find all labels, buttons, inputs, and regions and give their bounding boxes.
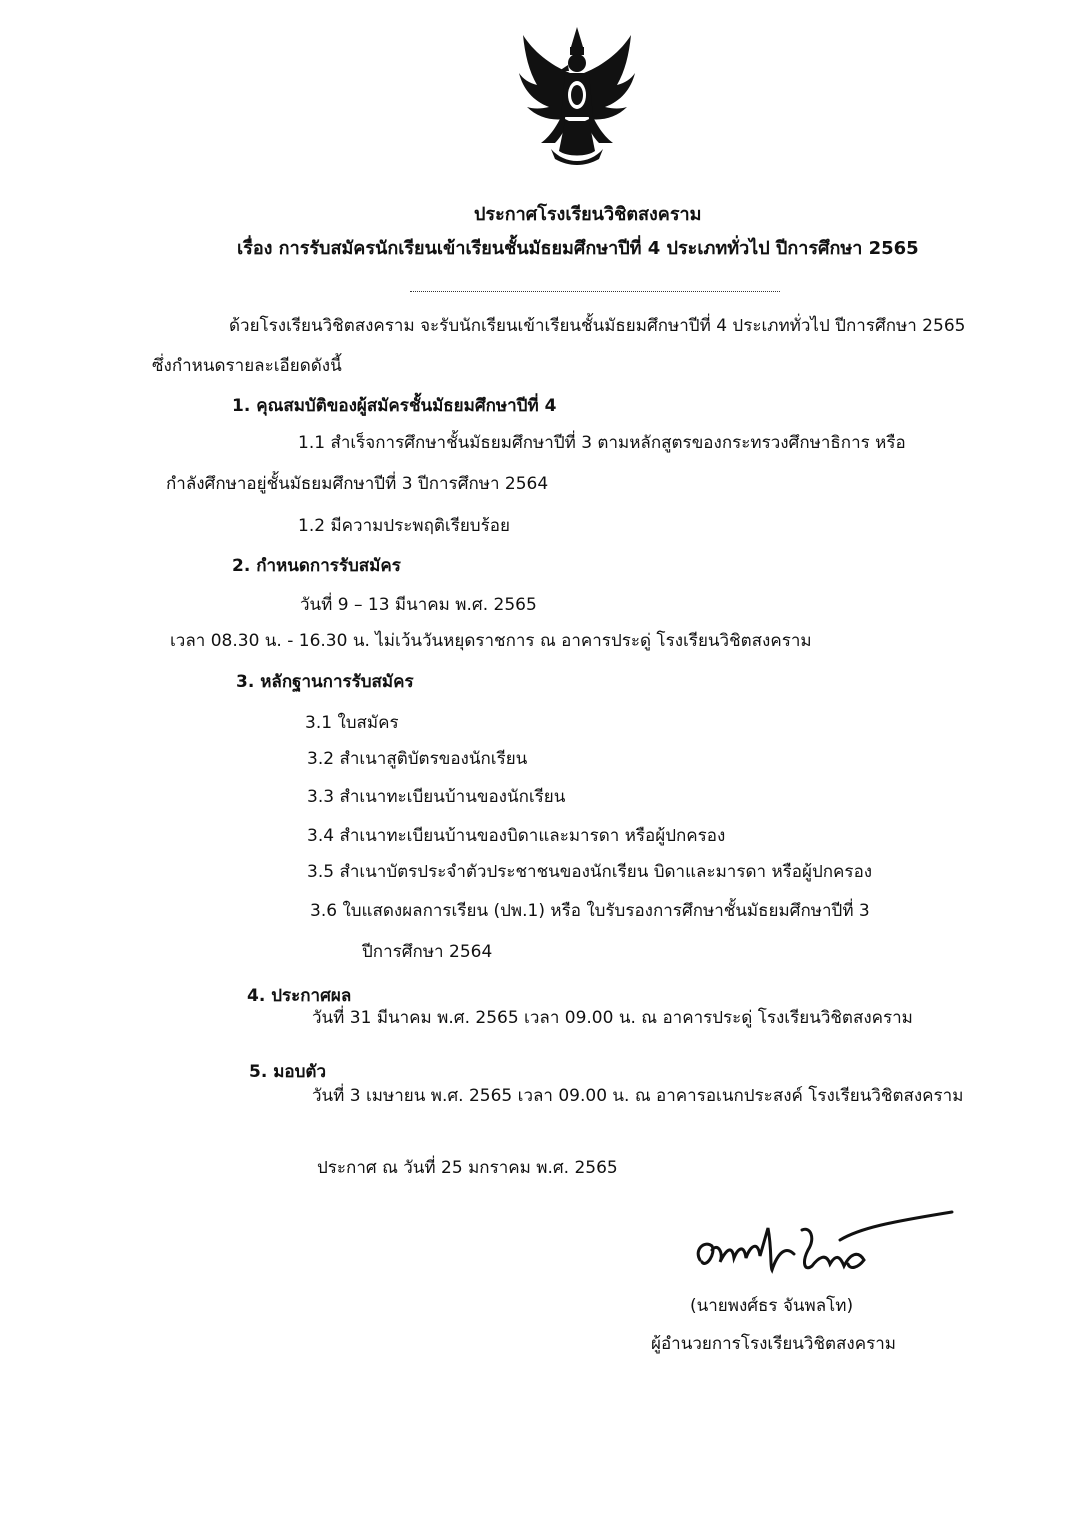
section-5-heading: 5. มอบตัว	[249, 1062, 326, 1082]
signer-name: (นายพงศ์ธร จันพลโท)	[690, 1296, 854, 1316]
section-2-heading: 2. กำหนดการรับสมัคร	[232, 556, 401, 576]
announce-date: ประกาศ ณ วันที่ 25 มกราคม พ.ศ. 2565	[317, 1158, 618, 1178]
garuda-emblem-icon	[515, 25, 640, 167]
section-3-2-line: 3.2 สำเนาสูติบัตรของนักเรียน	[307, 749, 528, 769]
title-separator	[410, 291, 780, 292]
section-1-heading: 1. คุณสมบัติของผู้สมัครชั้นมัธยมศึกษาปีที่ 4	[232, 396, 557, 416]
section-3-heading: 3. หลักฐานการรับสมัคร	[236, 672, 414, 692]
section-3-3-line: 3.3 สำเนาทะเบียนบ้านของนักเรียน	[307, 787, 566, 807]
signer-position: ผู้อำนวยการโรงเรียนวิชิตสงคราม	[651, 1334, 896, 1354]
section-4-heading: 4. ประกาศผล	[247, 986, 352, 1006]
section-2-date: วันที่ 9 – 13 มีนาคม พ.ศ. 2565	[300, 595, 537, 615]
section-5-detail: วันที่ 3 เมษายน พ.ศ. 2565 เวลา 09.00 น. ณ อาคารอเนกประสงค์ โรงเรียนวิชิตสงคราม	[312, 1086, 964, 1106]
section-2-time: เวลา 08.30 น. - 16.30 น. ไม่เว้นวันหยุดราชการ ณ อาคารประดู่ โรงเรียนวิชิตสงคราม	[170, 631, 812, 651]
signature-icon	[690, 1210, 960, 1290]
section-3-6-line: 3.6 ใบแสดงผลการเรียน (ปพ.1) หรือ ใบรับรองการศึกษาชั้นมัธยมศึกษาปีที่ 3	[310, 901, 870, 921]
section-3-4-line: 3.4 สำเนาทะเบียนบ้านของบิดาและมารดา หรือผู้ปกครอง	[307, 826, 726, 846]
section-1-1-line: 1.1 สำเร็จการศึกษาชั้นมัธยมศึกษาปีที่ 3 ตามหลักสูตรของกระทรวงศึกษาธิการ หรือ	[298, 433, 906, 453]
section-1-1-continued: กำลังศึกษาอยู่ชั้นมัธยมศึกษาปีที่ 3 ปีการศึกษา 2564	[166, 474, 549, 494]
section-3-6-continued: ปีการศึกษา 2564	[362, 942, 493, 962]
section-3-5-line: 3.5 สำเนาบัตรประจำตัวประชาชนของนักเรียน บิดาและมารดา หรือผู้ปกครอง	[307, 862, 873, 882]
section-3-1-line: 3.1 ใบสมัคร	[305, 713, 399, 733]
section-1-2-line: 1.2 มีความประพฤติเรียบร้อย	[298, 516, 510, 536]
intro-line-2: ซึ่งกำหนดรายละเอียดดังนี้	[152, 356, 342, 376]
intro-line-1: ด้วยโรงเรียนวิชิตสงคราม จะรับนักเรียนเข้าเรียนชั้นมัธยมศึกษาปีที่ 4 ประเภททั่วไป ปีการศึกษา 2565	[229, 316, 966, 336]
section-4-detail: วันที่ 31 มีนาคม พ.ศ. 2565 เวลา 09.00 น. ณ อาคารประดู่ โรงเรียนวิชิตสงคราม	[312, 1008, 913, 1028]
document-subject: เรื่อง การรับสมัครนักเรียนเข้าเรียนชั้นมัธยมศึกษาปีที่ 4 ประเภททั่วไป ปีการศึกษา 2565	[237, 238, 919, 259]
document-title: ประกาศโรงเรียนวิชิตสงคราม	[474, 204, 702, 225]
